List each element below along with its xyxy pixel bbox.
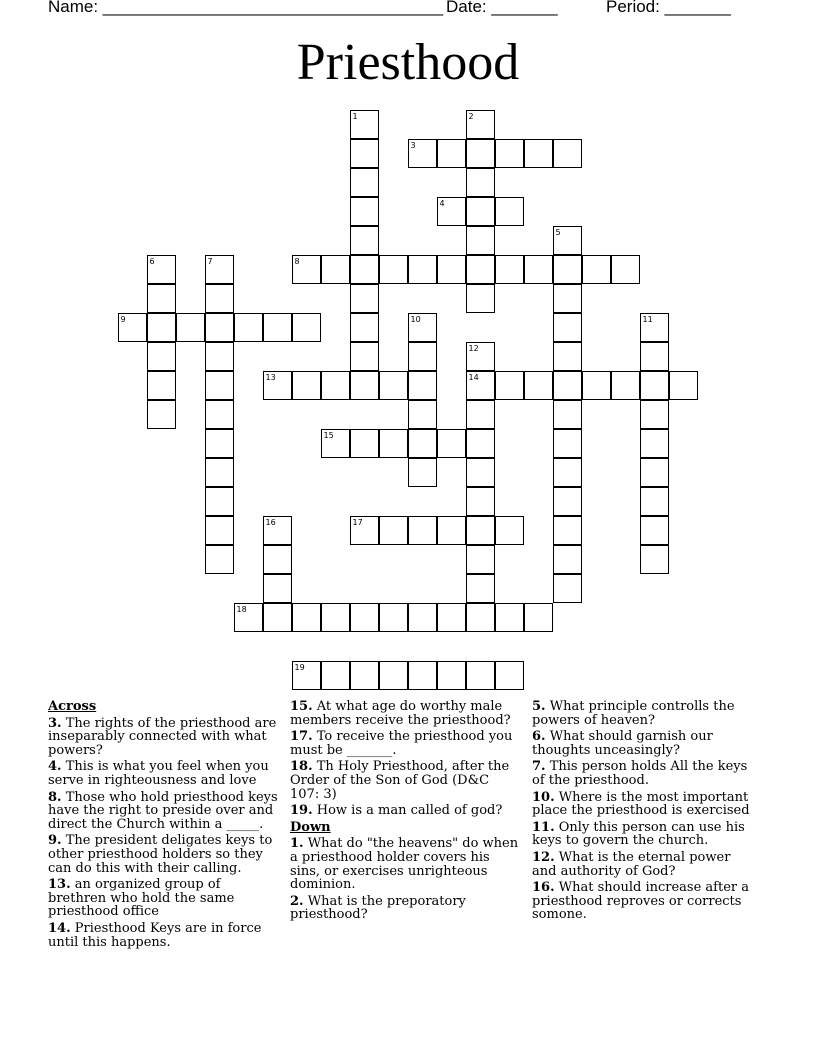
clue-text: an organized group of brethren who hold the same priesthood office bbox=[48, 877, 235, 920]
grid-cell[interactable] bbox=[350, 516, 379, 545]
grid-cell[interactable] bbox=[640, 429, 669, 458]
grid-cell[interactable] bbox=[553, 255, 582, 284]
across-clue bbox=[290, 700, 522, 727]
grid-cell[interactable] bbox=[205, 284, 234, 313]
grid-cell[interactable] bbox=[466, 284, 495, 313]
clue-number-label: 18. bbox=[290, 759, 313, 775]
grid-cell[interactable] bbox=[553, 516, 582, 545]
grid-cell[interactable] bbox=[350, 226, 379, 255]
name-field[interactable]: Name: ____________________________________ bbox=[48, 0, 444, 16]
grid-cell[interactable] bbox=[553, 458, 582, 487]
grid-cell[interactable] bbox=[408, 661, 437, 690]
clue-number-label: 4. bbox=[48, 759, 62, 775]
grid-cell[interactable] bbox=[118, 313, 147, 342]
clue-number-label: 10. bbox=[532, 789, 555, 805]
grid-cell[interactable] bbox=[205, 458, 234, 487]
page-title: Priesthood bbox=[296, 34, 520, 91]
grid-cell[interactable] bbox=[640, 400, 669, 429]
grid-cell[interactable] bbox=[147, 313, 176, 342]
clue-text: Those who hold priesthood keys have the right to preside over and direct the Church within a _____. bbox=[48, 789, 278, 832]
grid-cell[interactable] bbox=[640, 545, 669, 574]
grid-cell[interactable] bbox=[379, 516, 408, 545]
grid-cell[interactable] bbox=[205, 371, 234, 400]
clue-number: 13 bbox=[265, 373, 276, 382]
clue-text: Where is the most important place the priesthood is exercised bbox=[532, 789, 750, 819]
clue-number-label: 3. bbox=[48, 715, 62, 731]
grid-cell[interactable] bbox=[205, 255, 234, 284]
grid-cell[interactable] bbox=[611, 371, 640, 400]
header bbox=[48, 0, 736, 21]
clue-number-label: 12. bbox=[532, 849, 555, 865]
clue-text: Th Holy Priesthood, after the Order of the Son of God (D&C 107: 3) bbox=[290, 759, 510, 802]
grid-cell[interactable] bbox=[292, 661, 321, 690]
grid-cell[interactable] bbox=[350, 168, 379, 197]
clue-section-heading: Down bbox=[290, 819, 331, 835]
grid-cell[interactable] bbox=[524, 603, 553, 632]
clue-text: What should increase after a priesthood reproves or corrects somone. bbox=[532, 880, 749, 923]
down-clue bbox=[290, 895, 522, 922]
grid-cell[interactable] bbox=[379, 603, 408, 632]
grid-cell[interactable] bbox=[524, 255, 553, 284]
grid-cell[interactable] bbox=[466, 574, 495, 603]
grid-cell[interactable] bbox=[524, 139, 553, 168]
grid-cell[interactable] bbox=[495, 139, 524, 168]
across-clue bbox=[48, 760, 280, 787]
grid-cell[interactable] bbox=[466, 168, 495, 197]
grid-cell[interactable] bbox=[466, 458, 495, 487]
clue-number: 8 bbox=[294, 257, 300, 266]
grid-cell[interactable] bbox=[350, 603, 379, 632]
clue-number: 9 bbox=[120, 315, 126, 324]
clue-number-label: 16. bbox=[532, 880, 555, 896]
clue-text: Priesthood Keys are in force until this happens. bbox=[48, 920, 262, 950]
grid-cell[interactable] bbox=[495, 197, 524, 226]
grid-cell[interactable] bbox=[263, 574, 292, 603]
clue-text: At what age do worthy male members receive the priesthood? bbox=[290, 699, 511, 728]
across-clue bbox=[48, 834, 280, 875]
grid-cell[interactable] bbox=[553, 545, 582, 574]
down-clue bbox=[532, 791, 758, 818]
grid-cell[interactable] bbox=[466, 226, 495, 255]
grid-cell[interactable] bbox=[408, 342, 437, 371]
grid-cell[interactable] bbox=[292, 371, 321, 400]
clue-text: What is the preporatory priesthood? bbox=[290, 893, 466, 923]
clue-number: 17 bbox=[352, 518, 363, 527]
grid-cell[interactable] bbox=[524, 371, 553, 400]
grid-cell[interactable] bbox=[350, 661, 379, 690]
clue-text: How is a man called of god? bbox=[312, 803, 503, 819]
grid-cell[interactable] bbox=[466, 371, 495, 400]
clue-text: What should garnish our thoughts unceasingly? bbox=[532, 729, 713, 758]
clue-text: To receive the priesthood you must be _______. bbox=[290, 729, 513, 758]
clue-number-label: 5. bbox=[532, 699, 546, 714]
clue-text: The president deligates keys to other priesthood holders so they can do this with their calling. bbox=[48, 833, 273, 876]
grid-cell[interactable] bbox=[350, 197, 379, 226]
clue-number-label: 7. bbox=[532, 759, 546, 775]
clue-text: What is the eternal power and authority of God? bbox=[532, 849, 731, 879]
grid-cell[interactable] bbox=[350, 139, 379, 168]
grid-cell[interactable] bbox=[147, 342, 176, 371]
grid-cell[interactable] bbox=[205, 429, 234, 458]
grid-cell[interactable] bbox=[263, 371, 292, 400]
date-field[interactable]: Date: _______ bbox=[446, 0, 558, 16]
grid-cell[interactable] bbox=[466, 603, 495, 632]
grid-cell[interactable] bbox=[379, 429, 408, 458]
clue-text: This is what you feel when you serve in righteousness and love bbox=[48, 759, 269, 788]
grid-cell[interactable] bbox=[466, 516, 495, 545]
grid-cell[interactable] bbox=[292, 313, 321, 342]
grid-cell[interactable] bbox=[437, 603, 466, 632]
clue-number: 7 bbox=[207, 257, 213, 266]
clue-text: What do "the heavens" do when a priesthood holder covers his sins, or exercises unrighteous dominion. bbox=[290, 836, 519, 893]
grid-cell[interactable] bbox=[437, 197, 466, 226]
grid-cell[interactable] bbox=[263, 545, 292, 574]
across-clue bbox=[290, 730, 522, 757]
grid-cell[interactable] bbox=[408, 458, 437, 487]
down-clue bbox=[532, 821, 758, 848]
grid-cell[interactable] bbox=[553, 342, 582, 371]
clue-number: 15 bbox=[323, 431, 334, 440]
down-clue bbox=[532, 851, 758, 878]
clue-number: 1 bbox=[352, 112, 358, 121]
grid-cell[interactable] bbox=[263, 603, 292, 632]
grid-cell[interactable] bbox=[495, 371, 524, 400]
grid-cell[interactable] bbox=[553, 400, 582, 429]
clue-number-label: 8. bbox=[48, 789, 62, 805]
grid-cell[interactable] bbox=[466, 139, 495, 168]
grid-cell[interactable] bbox=[379, 371, 408, 400]
grid-cell[interactable] bbox=[582, 371, 611, 400]
grid-cell[interactable] bbox=[466, 197, 495, 226]
clue-number: 11 bbox=[642, 315, 653, 324]
grid-cell[interactable] bbox=[495, 255, 524, 284]
grid-cell[interactable] bbox=[553, 487, 582, 516]
grid-cell[interactable] bbox=[582, 255, 611, 284]
grid-cell[interactable] bbox=[234, 313, 263, 342]
grid-cell[interactable] bbox=[466, 342, 495, 371]
grid-cell[interactable] bbox=[408, 255, 437, 284]
grid-cell[interactable] bbox=[408, 313, 437, 342]
grid-cell[interactable] bbox=[350, 110, 379, 139]
down-clue bbox=[532, 730, 758, 757]
grid-cell[interactable] bbox=[350, 313, 379, 342]
grid-cell[interactable] bbox=[640, 313, 669, 342]
clue-number-label: 13. bbox=[48, 877, 71, 893]
grid-cell[interactable] bbox=[263, 516, 292, 545]
grid-cell[interactable] bbox=[147, 371, 176, 400]
clue-number-label: 17. bbox=[290, 729, 313, 745]
grid-cell[interactable] bbox=[640, 342, 669, 371]
grid-cell[interactable] bbox=[437, 429, 466, 458]
grid-cell[interactable] bbox=[205, 313, 234, 342]
grid-cell[interactable] bbox=[205, 487, 234, 516]
clue-number: 10 bbox=[410, 315, 421, 324]
across-clue bbox=[48, 717, 280, 758]
clue-number-label: 2. bbox=[290, 893, 304, 909]
clue-text: This person holds All the keys of the priesthood. bbox=[532, 759, 748, 788]
grid-cell[interactable] bbox=[408, 429, 437, 458]
clue-number: 18 bbox=[236, 605, 247, 614]
clue-text: The rights of the priesthood are inseparably connected with what powers? bbox=[48, 715, 277, 758]
grid-cell[interactable] bbox=[205, 342, 234, 371]
grid-cell[interactable] bbox=[466, 400, 495, 429]
clues-column-2 bbox=[290, 700, 522, 925]
grid-cell[interactable] bbox=[466, 545, 495, 574]
clue-number-label: 6. bbox=[532, 729, 546, 745]
clue-number: 19 bbox=[294, 663, 305, 672]
grid-cell[interactable] bbox=[669, 371, 698, 400]
grid-cell[interactable] bbox=[640, 487, 669, 516]
grid-cell[interactable] bbox=[321, 603, 350, 632]
clue-number: 14 bbox=[468, 373, 479, 382]
grid-cell[interactable] bbox=[350, 371, 379, 400]
clues-column-1 bbox=[48, 700, 280, 952]
grid-cell[interactable] bbox=[408, 400, 437, 429]
clue-number-label: 11. bbox=[532, 819, 555, 835]
clue-number: 12 bbox=[468, 344, 479, 353]
grid-cell[interactable] bbox=[437, 516, 466, 545]
grid-cell[interactable] bbox=[350, 429, 379, 458]
grid-cell[interactable] bbox=[553, 284, 582, 313]
grid-cell[interactable] bbox=[437, 661, 466, 690]
across-clue bbox=[48, 791, 280, 832]
down-clue bbox=[532, 760, 758, 787]
grid-cell[interactable] bbox=[350, 255, 379, 284]
across-clue bbox=[48, 878, 280, 919]
grid-cell[interactable] bbox=[466, 110, 495, 139]
grid-cell[interactable] bbox=[437, 255, 466, 284]
grid-cell[interactable] bbox=[495, 603, 524, 632]
across-clue bbox=[290, 804, 522, 818]
clue-number-label: 19. bbox=[290, 803, 313, 819]
grid-cell[interactable] bbox=[234, 603, 263, 632]
grid-cell[interactable] bbox=[495, 516, 524, 545]
grid-cell[interactable] bbox=[321, 371, 350, 400]
grid-cell[interactable] bbox=[292, 603, 321, 632]
across-clue bbox=[48, 922, 280, 949]
clue-number: 6 bbox=[149, 257, 155, 266]
clue-number: 16 bbox=[265, 518, 276, 527]
grid-cell[interactable] bbox=[176, 313, 205, 342]
grid-cell[interactable] bbox=[553, 429, 582, 458]
grid-cell[interactable] bbox=[408, 139, 437, 168]
clues-column-3 bbox=[532, 700, 758, 925]
grid-cell[interactable] bbox=[466, 429, 495, 458]
clue-text: Only this person can use his keys to govern the church. bbox=[532, 819, 745, 849]
clue-number: 4 bbox=[439, 199, 445, 208]
grid-cell[interactable] bbox=[553, 313, 582, 342]
clue-number: 3 bbox=[410, 141, 416, 150]
clue-section-heading: Across bbox=[48, 699, 97, 714]
grid-cell[interactable] bbox=[147, 284, 176, 313]
grid-cell[interactable] bbox=[640, 458, 669, 487]
grid-cell[interactable] bbox=[350, 284, 379, 313]
clue-number-label: 1. bbox=[290, 836, 304, 852]
grid-cell[interactable] bbox=[611, 255, 640, 284]
grid-cell[interactable] bbox=[553, 371, 582, 400]
across-clue bbox=[290, 760, 522, 801]
grid-cell[interactable] bbox=[495, 661, 524, 690]
grid-cell[interactable] bbox=[147, 400, 176, 429]
clue-text: What principle controlls the powers of heaven? bbox=[532, 699, 735, 728]
grid-cell[interactable] bbox=[147, 255, 176, 284]
grid-cell[interactable] bbox=[408, 516, 437, 545]
grid-cell[interactable] bbox=[350, 342, 379, 371]
grid-cell[interactable] bbox=[321, 661, 350, 690]
grid-cell[interactable] bbox=[379, 255, 408, 284]
clue-number: 2 bbox=[468, 112, 474, 121]
grid-cell[interactable] bbox=[553, 574, 582, 603]
grid-cell[interactable] bbox=[553, 226, 582, 255]
grid-cell[interactable] bbox=[466, 255, 495, 284]
grid-cell[interactable] bbox=[466, 487, 495, 516]
grid-cell[interactable] bbox=[640, 371, 669, 400]
clue-number: 5 bbox=[555, 228, 561, 237]
clue-number-label: 15. bbox=[290, 699, 313, 714]
grid-cell[interactable] bbox=[321, 255, 350, 284]
grid-cell[interactable] bbox=[466, 661, 495, 690]
down-clue bbox=[290, 837, 522, 891]
grid-cell[interactable] bbox=[205, 400, 234, 429]
grid-cell[interactable] bbox=[292, 255, 321, 284]
period-field[interactable]: Period: _______ bbox=[606, 0, 731, 16]
grid-cell[interactable] bbox=[408, 371, 437, 400]
grid-cell[interactable] bbox=[553, 139, 582, 168]
down-clue bbox=[532, 700, 758, 727]
clue-number-label: 14. bbox=[48, 920, 71, 936]
grid-cell[interactable] bbox=[321, 429, 350, 458]
grid-cell[interactable] bbox=[437, 139, 466, 168]
clue-number-label: 9. bbox=[48, 833, 62, 849]
grid-cell[interactable] bbox=[205, 545, 234, 574]
grid-cell[interactable] bbox=[379, 661, 408, 690]
grid-cell[interactable] bbox=[408, 603, 437, 632]
grid-cell[interactable] bbox=[640, 516, 669, 545]
grid-cell[interactable] bbox=[263, 313, 292, 342]
down-clue bbox=[532, 881, 758, 922]
grid-cell[interactable] bbox=[205, 516, 234, 545]
